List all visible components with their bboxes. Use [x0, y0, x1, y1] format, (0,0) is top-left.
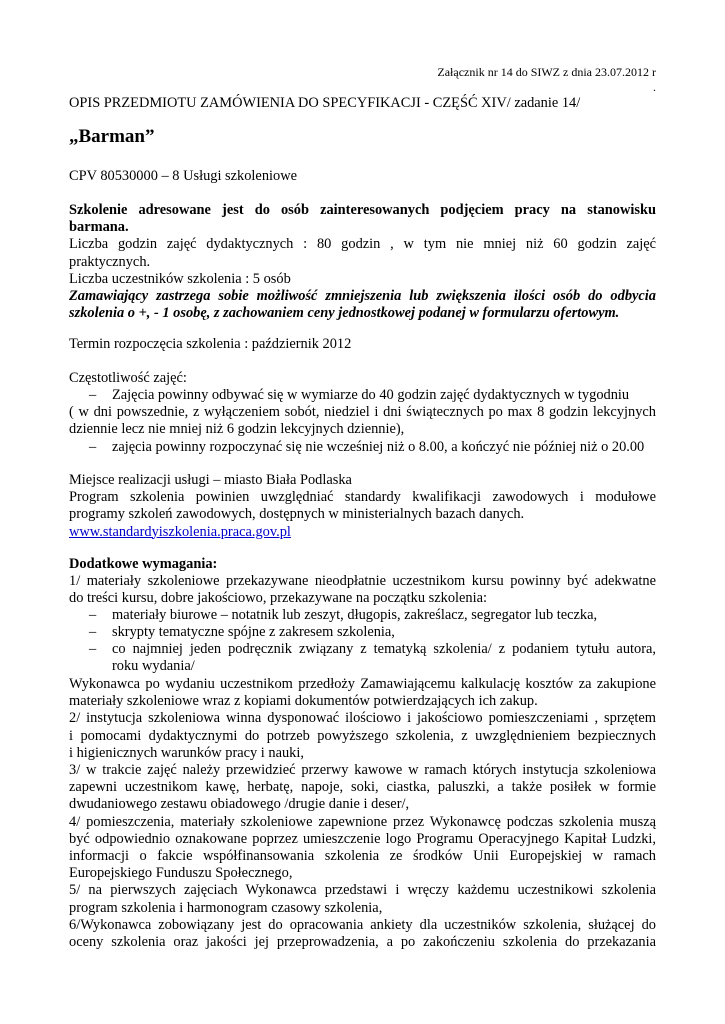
participants-line: Liczba uczestników szkolenia : 5 osób: [69, 270, 291, 287]
requirement-6-line-1: 6/Wykonawca zobowiązany jest do opracowania ankiety dla uczestników szkolenia, służącej do: [69, 916, 656, 933]
frequency-note-line-2: dziennie lecz nie mniej niż 6 godzin lekcyjnych dziennie),: [69, 421, 405, 438]
standards-link[interactable]: www.standardyiszkolenia.praca.gov.pl: [69, 523, 291, 540]
program-line-1: Program szkolenia powinien uwzględniać standardy kwalifikacji zawodowych i modułowe: [69, 489, 656, 506]
dash-bullet: –: [89, 387, 97, 403]
annex-dot: .: [653, 80, 656, 94]
requirement-1: [69, 573, 656, 607]
place-section: [69, 472, 656, 541]
requirement-3-line-1: 3/ w trakcie zajęć należy przewidzieć przerwy kawowe w ramach których instytucja szkoleniowa: [69, 762, 656, 779]
reserve-line-1: Zamawiający zastrzega sobie możliwość zmniejszenia lub zwiększenia ilości osób do odbycia: [69, 288, 656, 305]
frequency-note-line-1: ( w dni powszednie, z wyłączeniem sobót, niedziel i dni świątecznych po max 8 godzin lekcyjnych: [69, 404, 656, 420]
requirement-2-line-3: i higienicznych warunków pracy i nauki,: [69, 744, 304, 761]
requirement-5-line-2: program szkolenia i harmonogram czasowy szkolenia,: [69, 899, 383, 916]
program-line-2: programy szkoleń zawodowych, dostępnych w ministerialnych bazach danych.: [69, 506, 525, 523]
supplies-item-3-line-2: roku wydania/: [112, 658, 195, 675]
supplies-item-2-text: skrypty tematyczne spójne z zakresem szkolenia,: [112, 624, 395, 640]
dash-bullet: –: [89, 641, 97, 657]
requirement-4-line-4: Europejskiego Funduszu Społecznego,: [69, 865, 293, 882]
requirement-4-line-1: 4/ pomieszczenia, materiały szkoleniowe zapewnione przez Wykonawcę podczas szkolenia muszą: [69, 813, 656, 830]
document-title: „Barman”: [69, 126, 155, 147]
supplies-item-1-text: materiały biurowe – notatnik lub zeszyt, długopis, zakreślacz, segregator lub teczka,: [112, 607, 598, 623]
document-heading: OPIS PRZEDMIOTU ZAMÓWIENIA DO SPECYFIKACJI - CZĘŚĆ XIV/ zadanie 14/: [69, 95, 581, 111]
cpv-code: CPV 80530000 – 8 Usługi szkoleniowe: [69, 168, 297, 184]
hours-line-2: praktycznych.: [69, 253, 151, 270]
target-line-1: Szkolenie adresowane jest do osób zainteresowanych podjęciem pracy na stanowisku: [69, 202, 656, 218]
annex-line: Załącznik nr 14 do SIWZ z dnia 23.07.2012 r: [437, 65, 656, 79]
requirement-3-line-3: dwudaniowego zestawu obiadowego /drugie danie i deser/,: [69, 796, 410, 813]
requirement-4-line-2: być odpowiednio oznakowane poprzez umieszczenie logo Programu Operacyjnego Kapitał Ludzki,: [69, 830, 656, 847]
dash-bullet: –: [89, 607, 97, 623]
supplies-item-3-line-1: co najmniej jeden podręcznik związany z tematyką szkolenia/ z podaniem tytułu autora,: [112, 641, 656, 657]
intro-section: [69, 202, 656, 322]
frequency-label: Częstotliwość zajęć:: [69, 370, 187, 386]
calc-line-1: Wykonawca po wydaniu uczestnikom przedłoży Zamawiającemu kalkulację kosztów za zakupione: [69, 676, 656, 692]
location-line: Miejsce realizacji usługi – miasto Biała Podlaska: [69, 472, 352, 488]
calc-line-2: materiały szkoleniowe wraz z kopiami dokumentów potwierdzających ich zakup.: [69, 693, 538, 710]
requirement-5-line-1: 5/ na pierwszych zajęciach Wykonawca przedstawi i wręczy każdemu uczestnikowi szkolenia: [69, 882, 656, 899]
requirement-6-line-2: oceny szkolenia oraz jakości jej przeprowadzenia, a po zakończeniu szkolenia do przekazania: [69, 934, 656, 951]
requirement-2-line-1: 2/ instytucja szkoleniowa winna dysponować ilościowo i jakościowo pomieszczeniami , sprzętem: [69, 710, 656, 727]
requirements-body: [69, 676, 656, 951]
dash-bullet: –: [89, 624, 97, 640]
requirement-4-line-3: informacji o fakcie współfinansowania szkolenia ze środków Unii Europejskiej w ramach: [69, 848, 656, 865]
requirement-1-line-1: 1/ materiały szkoleniowe przekazywane nieodpłatnie uczestnikom kursu powinny być adekwatne: [69, 573, 656, 589]
target-line-2: barmana.: [69, 219, 129, 236]
dash-bullet: –: [89, 439, 97, 455]
requirement-2-line-2: i pomocami dydaktycznymi do potrzeb powyższego szkolenia, z uwzględnieniem bezpiecznych: [69, 727, 656, 744]
requirement-3-line-2: zapewni uczestnikom kawę, herbatę, napoje, soki, ciastka, paluszki, a także posiłek w formie: [69, 779, 656, 796]
additional-heading: Dodatkowe wymagania:: [69, 556, 218, 572]
start-date: Termin rozpoczęcia szkolenia : październik 2012: [69, 336, 352, 352]
frequency-note: [69, 404, 656, 438]
hours-line-1: Liczba godzin zajęć dydaktycznych : 80 godzin , w tym nie mniej niż 60 godzin zajęć: [69, 236, 656, 253]
reserve-line-2: szkolenia o +, - 1 osobę, z zachowaniem ceny jednostkowej podanej w formularzu ofertowym.: [69, 305, 620, 322]
frequency-item-1-text: Zajęcia powinny odbywać się w wymiarze do 40 godzin zajęć dydaktycznych w tygodniu: [112, 387, 630, 403]
frequency-item-2-text: zajęcia powinny rozpoczynać się nie wcześniej niż o 8.00, a kończyć nie później niż o 20.00: [112, 439, 645, 455]
requirement-1-line-2: do treści kursu, dobre jakościowo, przekazywane na początku szkolenia:: [69, 590, 487, 607]
supplies-item-3-text: [112, 641, 656, 675]
